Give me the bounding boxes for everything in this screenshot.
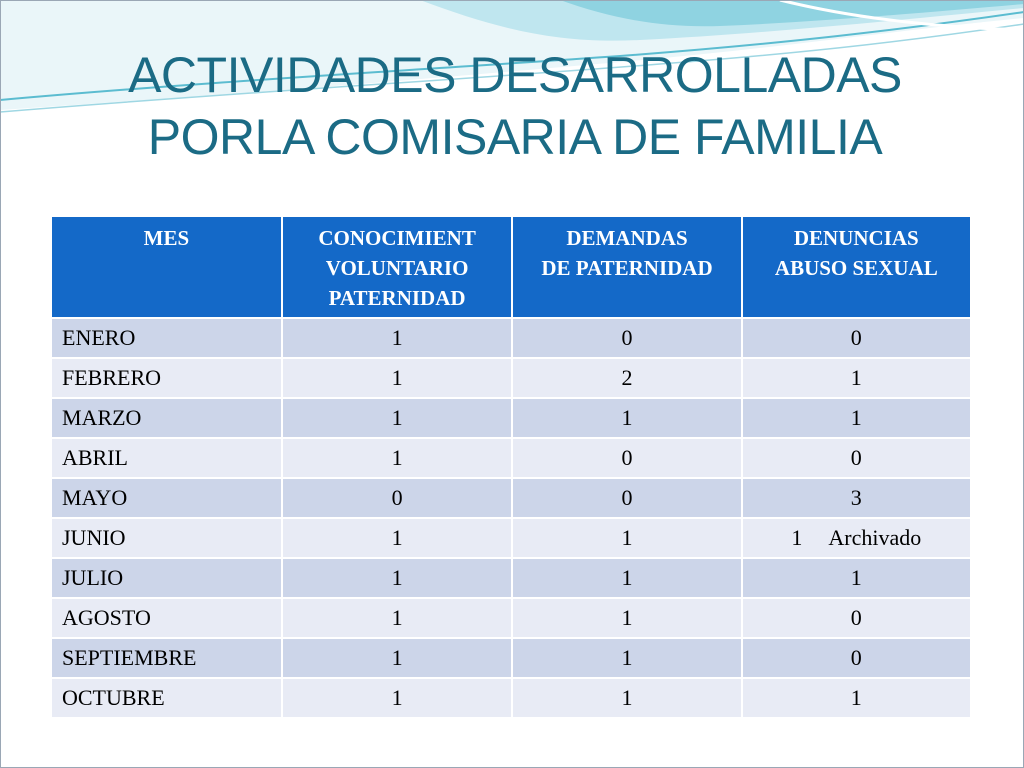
table-row xyxy=(52,519,970,557)
cell-demandas: 1 xyxy=(513,599,740,637)
header-line: CONOCIMIENT xyxy=(318,226,476,250)
cell-denuncias: 1 xyxy=(743,559,970,597)
table-row xyxy=(52,319,970,357)
cell-conocimiento: 1 xyxy=(283,639,512,677)
cell-month: SEPTIEMBRE xyxy=(52,639,281,677)
cell-demandas: 0 xyxy=(513,439,740,477)
table-row xyxy=(52,559,970,597)
header-line: DEMANDAS xyxy=(566,226,688,250)
table-header-row xyxy=(52,217,970,317)
table-row xyxy=(52,439,970,477)
cell-demandas: 2 xyxy=(513,359,740,397)
cell-denuncias: 3 xyxy=(743,479,970,517)
header-denuncias xyxy=(743,217,970,317)
header-line: DE PATERNIDAD xyxy=(541,256,713,280)
slide-title xyxy=(60,44,970,168)
cell-month: ABRIL xyxy=(52,439,281,477)
table-row xyxy=(52,679,970,717)
cell-demandas: 1 xyxy=(513,519,740,557)
table-row xyxy=(52,479,970,517)
header-line: PATERNIDAD xyxy=(328,286,466,310)
table-row xyxy=(52,639,970,677)
cell-conocimiento: 1 xyxy=(283,319,512,357)
cell-month: JUNIO xyxy=(52,519,281,557)
header-line: VOLUNTARIO xyxy=(325,256,469,280)
cell-conocimiento: 1 xyxy=(283,359,512,397)
cell-month: OCTUBRE xyxy=(52,679,281,717)
cell-denuncias: 1 xyxy=(743,359,970,397)
title-line-2: PORLA COMISARIA DE FAMILIA xyxy=(147,109,883,165)
cell-conocimiento: 1 xyxy=(283,399,512,437)
cell-demandas: 1 xyxy=(513,399,740,437)
cell-denuncias: 0 xyxy=(743,639,970,677)
activities-table xyxy=(50,215,972,719)
cell-demandas: 0 xyxy=(513,319,740,357)
header-mes xyxy=(52,217,281,317)
cell-month: MAYO xyxy=(52,479,281,517)
header-conocimiento xyxy=(283,217,512,317)
cell-month: JULIO xyxy=(52,559,281,597)
cell-demandas: 1 xyxy=(513,679,740,717)
header-line: MES xyxy=(143,226,190,250)
cell-conocimiento: 1 xyxy=(283,679,512,717)
cell-conocimiento: 1 xyxy=(283,559,512,597)
cell-month: FEBRERO xyxy=(52,359,281,397)
cell-denuncias: 1 xyxy=(743,679,970,717)
header-line: ABUSO SEXUAL xyxy=(774,256,938,280)
title-line-1: ACTIVIDADES DESARROLLADAS xyxy=(128,47,902,103)
cell-denuncias: 0 xyxy=(743,439,970,477)
cell-denuncias xyxy=(743,519,970,557)
cell-denuncias: 0 xyxy=(743,599,970,637)
cell-conocimiento: 0 xyxy=(283,479,512,517)
cell-conocimiento: 1 xyxy=(283,599,512,637)
archived-note: Archivado xyxy=(828,525,922,550)
cell-conocimiento: 1 xyxy=(283,519,512,557)
cell-demandas: 1 xyxy=(513,639,740,677)
cell-month: MARZO xyxy=(52,399,281,437)
cell-month: ENERO xyxy=(52,319,281,357)
cell-month: AGOSTO xyxy=(52,599,281,637)
cell-denuncias: 1 xyxy=(743,399,970,437)
table-row xyxy=(52,359,970,397)
cell-conocimiento: 1 xyxy=(283,439,512,477)
header-line: DENUNCIAS xyxy=(793,226,919,250)
denuncias-value: 1 xyxy=(791,525,803,550)
cell-denuncias: 0 xyxy=(743,319,970,357)
table-row xyxy=(52,399,970,437)
cell-demandas: 1 xyxy=(513,559,740,597)
cell-demandas: 0 xyxy=(513,479,740,517)
header-demandas xyxy=(513,217,740,317)
table-row xyxy=(52,599,970,637)
